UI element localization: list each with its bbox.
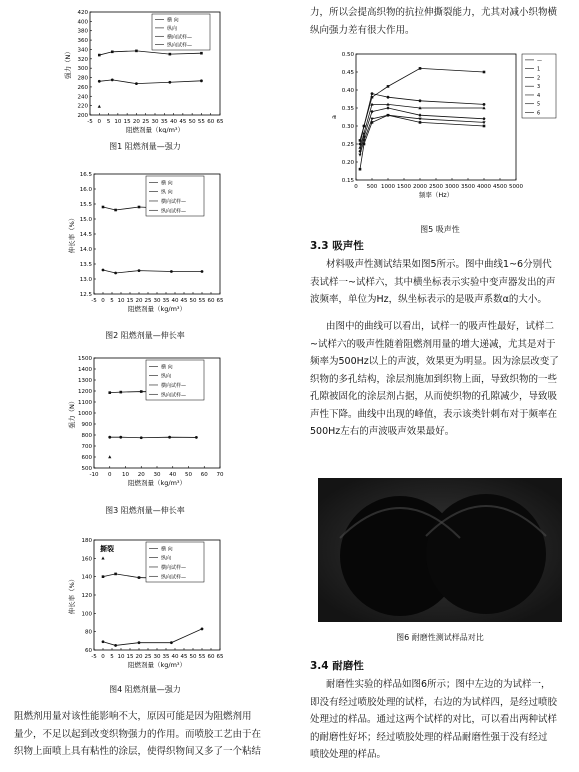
- y-tick-label: 1100: [78, 400, 92, 406]
- y-tick-label: 500: [81, 466, 92, 472]
- data-point: [102, 640, 105, 643]
- x-tick-label: 30: [153, 654, 161, 660]
- x-tick-label: 50: [189, 298, 197, 304]
- x-tick-label: 35: [162, 654, 170, 660]
- data-point: [119, 391, 122, 394]
- y-tick-label: 600: [81, 455, 92, 461]
- x-tick-label: 4500: [493, 184, 507, 190]
- y-tick-label: 360: [77, 38, 88, 45]
- y-tick-label: 240: [77, 94, 88, 101]
- legend-label: 横向试样—: [161, 564, 187, 571]
- text-line: 表试样一~试样六，其中横坐标表示实验中变声器发出的声: [310, 276, 556, 288]
- text-line: 频率为500Hz以上的声波，效果更为明显。因为涂层改变了: [310, 356, 559, 367]
- data-point: [358, 154, 361, 157]
- series-line: [103, 629, 202, 646]
- data-point: [111, 78, 114, 81]
- figure-6-caption: 图6 耐磨性测试样品对比: [396, 633, 484, 642]
- y-tick-label: 700: [81, 444, 92, 450]
- text-line: 织物的多孔结构，涂层剂施加到织物上面，导致织物的一些: [310, 373, 558, 385]
- x-tick-label: 25: [144, 298, 152, 304]
- x-tick-label: 0: [101, 298, 105, 304]
- legend-label: 3: [537, 84, 541, 91]
- series-line: [360, 115, 484, 169]
- y-tick-label: 0.20: [341, 160, 354, 166]
- legend-label: 横 向: [161, 180, 173, 187]
- y-tick-label: 12.5: [79, 292, 92, 298]
- figure-2-caption: 图2 阻燃剂量—伸长率: [105, 331, 185, 340]
- data-point: [170, 641, 173, 644]
- data-point: [371, 121, 374, 124]
- text-line: 织物上面喷上具有粘性的涂层，使得织物间又多了一个粘结: [14, 746, 262, 757]
- y-tick-label: 13.0: [79, 277, 92, 283]
- data-point: [200, 79, 203, 82]
- y-tick-label: 100: [81, 611, 92, 618]
- x-tick-label: 50: [189, 654, 197, 660]
- y-tick-label: 200: [77, 113, 88, 119]
- data-point: [108, 391, 111, 394]
- data-point: [201, 270, 204, 273]
- data-point: [119, 436, 122, 439]
- text-line: 由图中的曲线可以看出，试样一的吸声性最好，试样二: [326, 321, 555, 332]
- x-tick-label: 50: [185, 472, 192, 478]
- x-tick-label: -5: [91, 654, 97, 660]
- figure-3-strength-chart: [60, 354, 230, 494]
- data-point: [200, 52, 203, 55]
- data-point: [102, 269, 105, 272]
- y-tick-label: 900: [81, 422, 92, 428]
- y-tick-label: 0.25: [341, 142, 354, 148]
- y-tick-label: 0.15: [341, 178, 354, 184]
- y-tick-label: 15.0: [79, 217, 92, 223]
- x-tick-label: 2000: [413, 184, 427, 190]
- x-tick-label: 10: [114, 119, 122, 125]
- y-axis-label: 伸长率（%）: [68, 575, 76, 615]
- data-point: [387, 85, 390, 88]
- y-tick-label: 1300: [78, 378, 92, 384]
- data-point: [386, 106, 389, 110]
- data-point: [140, 390, 143, 393]
- text-line: 量少，不足以起到改变织物强力的作用。而喷胶工艺由于在: [14, 728, 262, 740]
- x-tick-label: 20: [132, 119, 140, 125]
- data-point: [483, 71, 486, 74]
- x-tick-label: 5: [106, 119, 111, 125]
- data-point: [387, 96, 390, 99]
- y-tick-label: 1000: [78, 411, 92, 417]
- x-tick-label: 15: [126, 298, 134, 304]
- y-axis-label: 强力（N）: [68, 397, 76, 429]
- x-tick-label: 40: [171, 298, 179, 304]
- text-line: 阻燃剂用量对该性能影响不大，原因可能是因为阻燃剂用: [14, 711, 252, 722]
- data-point: [138, 269, 141, 272]
- text-line: 力，所以会提高织物的抗拉伸撕裂能力，尤其对减小织物横: [310, 7, 558, 18]
- y-tick-label: 400: [77, 19, 88, 26]
- data-point: [138, 206, 141, 209]
- y-tick-label: 160: [81, 556, 92, 563]
- y-tick-label: 0.35: [341, 106, 354, 112]
- section-3-3-paragraph-2: [310, 318, 574, 441]
- x-tick-label: -5: [91, 298, 97, 304]
- y-tick-label: 16.0: [79, 187, 92, 193]
- text-line: 波频率，单位为Hz，纵坐标表示的是吸声系数α的大小。: [310, 294, 547, 305]
- x-tick-label: 40: [171, 654, 179, 660]
- figure-1-strength-chart: [60, 8, 230, 133]
- x-tick-label: 0: [101, 654, 105, 660]
- text-line: 即没有经过喷胶处理的试样，右边的为试样四，是经过喷胶: [310, 696, 558, 708]
- series-line: [99, 80, 201, 84]
- legend-label: 纵向: [161, 373, 172, 380]
- x-tick-label: 5000: [509, 184, 523, 190]
- data-point: [483, 103, 486, 106]
- data-point: [359, 168, 362, 171]
- y-axis-label: a: [330, 115, 338, 119]
- legend-label: 纵向试样—: [167, 42, 193, 49]
- legend-label: 4: [537, 92, 541, 99]
- data-point: [482, 117, 485, 121]
- data-point: [419, 99, 422, 102]
- legend-label: 6: [537, 110, 541, 117]
- legend-label: 横 向: [167, 17, 179, 24]
- abrasion-samples-image: [318, 478, 562, 622]
- chart-title: 撕裂: [100, 545, 114, 553]
- x-tick-label: 60: [207, 654, 215, 660]
- y-tick-label: 280: [77, 75, 88, 82]
- x-tick-label: 45: [180, 654, 188, 660]
- x-axis-label: 阻燃剂量（kg/m³）: [127, 661, 187, 669]
- x-tick-label: 1500: [397, 184, 411, 190]
- data-point: [108, 455, 111, 458]
- series-line: [110, 437, 197, 438]
- data-point: [371, 92, 374, 95]
- data-point: [419, 121, 422, 124]
- x-tick-label: 25: [144, 654, 152, 660]
- y-tick-label: 0.45: [341, 70, 354, 76]
- figure-4-tear-chart: [60, 536, 230, 674]
- x-tick-label: 50: [188, 119, 196, 125]
- data-point: [387, 114, 390, 117]
- y-tick-label: 220: [77, 103, 88, 110]
- y-tick-label: 14.0: [79, 247, 92, 253]
- y-tick-label: 1500: [78, 356, 92, 362]
- data-point: [102, 206, 105, 209]
- x-tick-label: 0: [354, 184, 358, 190]
- x-tick-label: 15: [123, 119, 131, 125]
- x-tick-label: 3000: [445, 184, 459, 190]
- y-tick-label: 13.5: [79, 262, 92, 268]
- data-point: [138, 641, 141, 644]
- data-point: [98, 105, 101, 108]
- legend-label: 5: [537, 101, 541, 108]
- data-point: [363, 125, 366, 128]
- x-tick-label: 3500: [461, 184, 475, 190]
- legend-label: 1: [537, 66, 541, 73]
- text-line: 喷胶处理的样品。: [310, 749, 387, 760]
- text-line: 处理过的样品。通过这两个试样的对比，可以看出两种试样: [310, 714, 558, 725]
- legend-label: 纵向试样—: [161, 208, 187, 215]
- text-line: 的耐磨性好坏；经过喷胶处理的样品耐磨性强于没有经过: [310, 731, 548, 743]
- series-line: [103, 270, 202, 273]
- x-tick-label: 35: [162, 298, 170, 304]
- y-tick-label: 15.5: [79, 202, 92, 208]
- data-point: [195, 436, 198, 439]
- x-tick-label: 30: [153, 298, 161, 304]
- data-point: [98, 80, 101, 83]
- series-line: [360, 115, 484, 155]
- legend-label: 横向试样—: [161, 198, 187, 205]
- series-line: [360, 108, 484, 151]
- data-point: [98, 54, 101, 57]
- y-tick-label: 80: [85, 629, 92, 636]
- section-3-3-heading: 3.3 吸声性: [310, 240, 364, 252]
- y-tick-label: 120: [81, 593, 92, 599]
- text-line: 材料吸声性测试结果如图5所示。图中曲线1~6分别代: [326, 259, 552, 270]
- data-point: [170, 270, 173, 273]
- x-tick-label: 2500: [429, 184, 443, 190]
- legend-label: 横向试样—: [167, 34, 193, 41]
- x-tick-label: 10: [122, 472, 129, 478]
- data-point: [370, 110, 373, 114]
- figure-1-caption: 图1 阻燃剂量—强力: [109, 142, 181, 151]
- figure-2-elongation-chart: [60, 170, 230, 320]
- y-tick-label: 340: [77, 47, 88, 54]
- x-tick-label: 20: [135, 654, 143, 660]
- series-line: [360, 104, 484, 147]
- y-tick-label: 1200: [78, 389, 92, 395]
- x-tick-label: 35: [160, 119, 168, 125]
- data-point: [102, 575, 105, 578]
- text-line: 声性下降。曲线中出现的峰值，表示该类针刺布对于频率在: [310, 408, 558, 420]
- data-point: [135, 50, 138, 53]
- data-point: [169, 53, 172, 56]
- legend-label: 横 向: [161, 546, 173, 553]
- x-tick-label: 10: [117, 654, 125, 660]
- y-tick-label: 420: [77, 10, 88, 16]
- x-tick-label: 45: [179, 119, 187, 125]
- y-tick-label: 380: [77, 28, 88, 35]
- y-tick-label: 16.5: [79, 172, 92, 178]
- text-line: 500Hz左右的声波吸声效果最好。: [310, 426, 455, 437]
- x-tick-label: 30: [153, 472, 161, 478]
- y-tick-label: 0.30: [341, 124, 354, 130]
- data-point: [168, 436, 171, 439]
- figure-5-sound-absorption-chart: [330, 50, 560, 210]
- figure-6-abrasion-photo: [318, 478, 562, 622]
- x-tick-label: 0: [97, 119, 102, 125]
- x-tick-label: 5: [110, 654, 114, 660]
- x-tick-label: 65: [216, 654, 224, 660]
- top-right-paragraph: [310, 4, 572, 39]
- x-tick-label: 20: [137, 472, 145, 478]
- x-tick-label: 15: [126, 654, 134, 660]
- y-tick-label: 320: [77, 56, 88, 63]
- data-point: [168, 81, 171, 84]
- x-tick-label: 65: [216, 119, 224, 125]
- data-point: [483, 125, 486, 128]
- x-tick-label: 20: [135, 298, 143, 304]
- data-point: [418, 113, 421, 117]
- section-3-4-heading: 3.4 耐磨性: [310, 660, 364, 672]
- x-tick-label: 40: [170, 119, 178, 125]
- y-tick-label: 260: [77, 84, 88, 91]
- section-3-4-paragraph: [310, 676, 574, 764]
- data-point: [114, 573, 117, 576]
- y-tick-label: 0.50: [341, 52, 354, 58]
- x-tick-label: 25: [142, 119, 150, 125]
- data-point: [201, 628, 204, 631]
- y-tick-label: 180: [81, 538, 92, 544]
- sample-4-disc: [426, 494, 546, 614]
- y-tick-label: 60: [85, 648, 92, 654]
- legend-label: 2: [537, 75, 541, 82]
- y-tick-label: 1400: [78, 367, 92, 373]
- x-tick-label: 0: [108, 472, 112, 478]
- text-line: 纵向强力差有很大作用。: [310, 24, 415, 36]
- data-point: [111, 50, 114, 53]
- data-point: [138, 576, 141, 579]
- x-tick-label: 65: [216, 298, 224, 304]
- x-tick-label: 45: [180, 298, 188, 304]
- text-line: 耐磨性实验的样品如图6所示；图中左边的为试样一，: [326, 679, 551, 690]
- section-3-3-paragraph-1: [310, 256, 574, 309]
- legend-label: 纵向试样—: [161, 574, 187, 581]
- x-tick-label: 60: [207, 298, 215, 304]
- x-axis-label: 阻燃剂量（kg/m³）: [127, 305, 187, 313]
- legend-label: 纵向: [167, 25, 178, 32]
- x-tick-label: 60: [200, 472, 208, 478]
- bottom-left-paragraph: [14, 708, 282, 761]
- y-tick-label: 14.5: [79, 232, 92, 238]
- figure-3-caption: 图3 阻燃剂量—伸长率: [105, 506, 185, 515]
- x-tick-label: 4000: [477, 184, 491, 190]
- legend-label: 横向试样—: [161, 382, 187, 389]
- x-tick-label: 500: [366, 184, 378, 190]
- y-tick-label: 140: [81, 574, 92, 581]
- x-tick-label: 55: [197, 119, 205, 125]
- y-axis-label: 强力（N）: [64, 48, 72, 79]
- data-point: [140, 436, 143, 439]
- x-axis-label: 阻燃剂量（kg/m³）: [127, 479, 187, 487]
- y-tick-label: 0.40: [341, 88, 354, 94]
- data-point: [135, 82, 138, 85]
- y-tick-label: 800: [81, 433, 92, 439]
- data-point: [114, 209, 117, 212]
- data-point: [363, 143, 366, 146]
- figure-5-caption: 图5 吸声性: [420, 225, 460, 234]
- data-point: [114, 272, 117, 275]
- legend-label: —: [537, 57, 542, 64]
- text-line: 孔隙被固化的涂层剂占据，从而使织物的孔隙减少，导致吸: [310, 391, 558, 402]
- x-tick-label: -5: [87, 119, 93, 125]
- text-line: ~试样六的吸声性随着阻燃剂用量的增大递减，尤其是对于: [310, 338, 556, 350]
- data-point: [114, 644, 117, 647]
- x-tick-label: 1000: [381, 184, 395, 190]
- series-line: [99, 51, 201, 55]
- x-tick-label: 55: [198, 298, 206, 304]
- x-tick-label: 55: [198, 654, 206, 660]
- y-tick-label: 300: [77, 66, 88, 73]
- data-point: [370, 118, 373, 121]
- x-tick-label: 10: [117, 298, 125, 304]
- legend-label: 纵 向: [161, 189, 173, 196]
- data-point: [108, 436, 111, 439]
- x-tick-label: 30: [151, 119, 159, 125]
- y-axis-label: 伸长率（%）: [68, 214, 76, 254]
- legend-label: 横 向: [161, 364, 173, 371]
- x-axis-label: 频率（Hz）: [418, 191, 454, 199]
- x-tick-label: 70: [216, 472, 224, 478]
- legend-label: 纵向试样—: [161, 392, 187, 399]
- figure-4-caption: 图4 阻燃剂量—强力: [109, 685, 181, 694]
- x-axis-label: 阻燃剂量（kg/m³）: [125, 126, 185, 133]
- legend-label: 纵向: [161, 555, 172, 562]
- data-point: [101, 557, 104, 560]
- x-tick-label: -10: [89, 472, 99, 478]
- x-tick-label: 40: [169, 472, 177, 478]
- data-point: [419, 67, 422, 70]
- x-tick-label: 5: [110, 298, 114, 304]
- x-tick-label: 60: [207, 119, 215, 125]
